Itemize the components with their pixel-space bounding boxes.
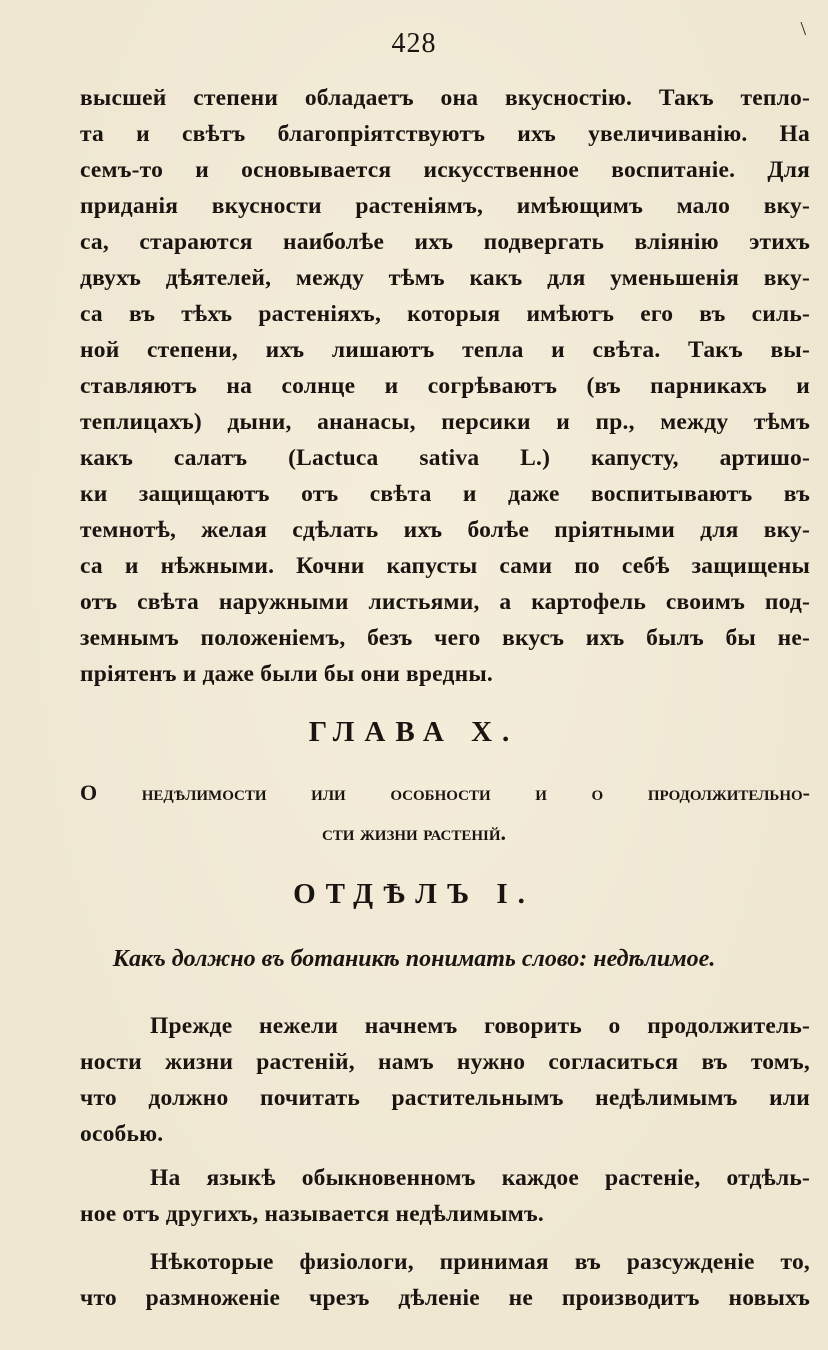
text-line: са и нѣжными. Кочни капусты сами по себѣ защищены bbox=[80, 553, 810, 579]
text-line: са, стараются наиболѣе ихъ подвергать вліянію этихъ bbox=[80, 229, 810, 255]
text-line: темнотѣ, желая сдѣлать ихъ болѣе пріятными для вку- bbox=[80, 517, 810, 543]
text-line: земнымъ положеніемъ, безъ чего вкусъ ихъ былъ бы не- bbox=[80, 625, 810, 651]
text-line: высшей степени обладаетъ она вкусностію. Такъ тепло- bbox=[80, 85, 810, 111]
text-line: отъ свѣта наружными листьями, а картофель своимъ под- bbox=[80, 589, 810, 615]
text-line: ности жизни растеній, намъ нужно согласиться въ томъ, bbox=[80, 1049, 810, 1075]
chapter-subtitle-line2: сти жизни растеній. bbox=[321, 820, 507, 845]
text-line: теплицахъ) дыни, ананасы, персики и пр., между тѣмъ bbox=[80, 409, 810, 435]
text-line: са въ тѣхъ растеніяхъ, которыя имѣютъ его въ силь- bbox=[80, 301, 810, 327]
text-line: двухъ дѣятелей, между тѣмъ какъ для уменьшенія вку- bbox=[80, 265, 810, 291]
text-line: ки защищаютъ отъ свѣта и даже воспитываютъ въ bbox=[80, 481, 810, 507]
text-line: На языкѣ обыкновенномъ каждое растеніе, отдѣль- bbox=[150, 1165, 810, 1191]
text-line: приданія вкусности растеніямъ, имѣющимъ мало вку- bbox=[80, 193, 810, 219]
text-line: Нѣкоторые физіологи, принимая въ разсужденіе то, bbox=[150, 1249, 810, 1275]
text-line: что размноженіе чрезъ дѣленіе не производитъ новыхъ bbox=[80, 1285, 810, 1311]
section-title: ОТДѢЛЪ I. bbox=[293, 878, 535, 910]
text-line: та и свѣтъ благопріятствуютъ ихъ увеличиванію. На bbox=[80, 121, 810, 147]
text-line: ной степени, ихъ лишаютъ тепла и свѣта. Такъ вы- bbox=[80, 337, 810, 363]
section-italic-heading: Какъ должно въ ботаникѣ понимать слово: недѣлимое. bbox=[112, 946, 716, 972]
page-number: 428 bbox=[391, 28, 437, 59]
text-line: что должно почитать растительнымъ недѣлимымъ или bbox=[80, 1085, 810, 1111]
text-line: пріятенъ и даже были бы они вредны. bbox=[80, 661, 493, 687]
chapter-title: ГЛАВА X. bbox=[308, 716, 520, 748]
text-line: особью. bbox=[80, 1121, 164, 1147]
text-line: ставляютъ на солнце и согрѣваютъ (въ парникахъ и bbox=[80, 373, 810, 399]
corner-mark: \ bbox=[800, 18, 806, 40]
text-line: Прежде нежели начнемъ говорить о продолжитель- bbox=[150, 1013, 810, 1039]
text-line: какъ салатъ (Lactuca sativa L.) капусту, артишо- bbox=[80, 445, 810, 471]
chapter-subtitle-line1: О недѣлимости или особности и о продолжительно- bbox=[80, 780, 810, 805]
text-line: семъ-то и основывается искусственное воспитаніе. Для bbox=[80, 157, 810, 183]
text-line: ное отъ другихъ, называется недѣлимымъ. bbox=[80, 1201, 544, 1227]
